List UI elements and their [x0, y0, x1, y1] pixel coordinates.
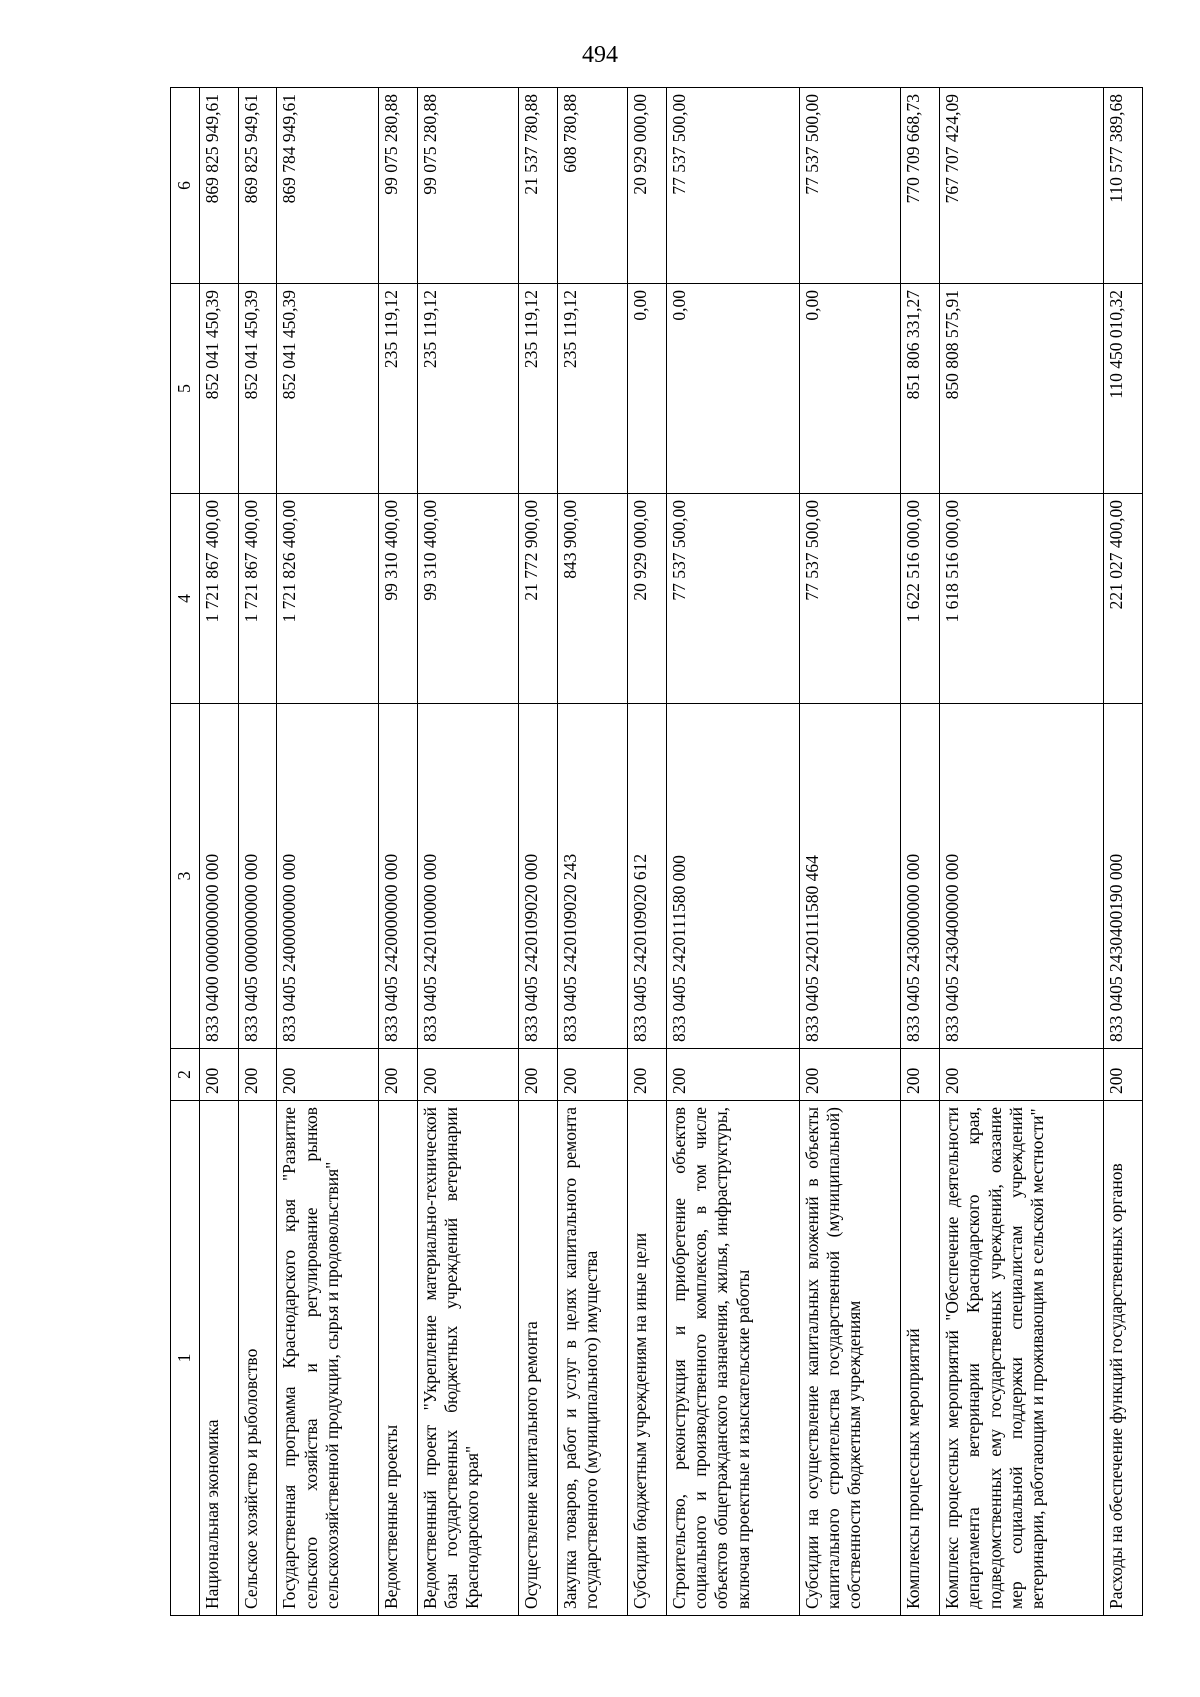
row-manager-cell: 200 — [277, 1049, 379, 1101]
table-row — [417, 88, 519, 1616]
table-row — [799, 88, 901, 1616]
row-code-cell: 833 0405 0000000000 000 — [238, 704, 277, 1049]
row-amount-cell: 1 622 516 000,00 — [901, 494, 940, 704]
row-manager-cell: 200 — [519, 1049, 558, 1101]
row-code-cell: 833 0405 2430000000 000 — [901, 704, 940, 1049]
row-executed-cell: 235 119,12 — [519, 284, 558, 494]
row-manager-cell: 200 — [238, 1049, 277, 1101]
row-amount-cell: 843 900,00 — [557, 494, 627, 704]
header-cell: 2 — [171, 1049, 200, 1101]
row-amount-cell: 221 027 400,00 — [1104, 494, 1143, 704]
row-name-cell: Расходы на обеспечение функций государственных органов — [1104, 1101, 1143, 1616]
row-code-cell: 833 0400 0000000000 000 — [200, 704, 239, 1049]
header-cell: 1 — [171, 1101, 200, 1616]
row-amount-cell: 77 537 500,00 — [666, 494, 799, 704]
table-row — [628, 88, 667, 1616]
row-remainder-cell: 770 709 668,73 — [901, 88, 940, 284]
row-code-cell: 833 0405 2420100000 000 — [417, 704, 519, 1049]
row-remainder-cell: 767 707 424,09 — [939, 88, 1103, 284]
row-code-cell: 833 0405 2400000000 000 — [277, 704, 379, 1049]
row-code-cell: 833 0405 2420111580 464 — [799, 704, 901, 1049]
row-amount-cell: 1 721 826 400,00 — [277, 494, 379, 704]
row-remainder-cell: 77 537 500,00 — [666, 88, 799, 284]
table-row — [238, 88, 277, 1616]
rotated-table-container — [170, 88, 1143, 1616]
row-code-cell: 833 0405 2420109020 612 — [628, 704, 667, 1049]
row-remainder-cell: 608 780,88 — [557, 88, 627, 284]
row-manager-cell: 200 — [901, 1049, 940, 1101]
row-executed-cell: 0,00 — [666, 284, 799, 494]
budget-table — [170, 87, 1143, 1616]
row-executed-cell: 110 450 010,32 — [1104, 284, 1143, 494]
row-amount-cell: 21 772 900,00 — [519, 494, 558, 704]
row-name-cell: Осуществление капитального ремонта — [519, 1101, 558, 1616]
table-row — [519, 88, 558, 1616]
table-row — [1104, 88, 1143, 1616]
row-executed-cell: 235 119,12 — [378, 284, 417, 494]
row-code-cell: 833 0405 2420109020 000 — [519, 704, 558, 1049]
row-name-cell: Сельское хозяйство и рыболовство — [238, 1101, 277, 1616]
table-row — [277, 88, 379, 1616]
row-manager-cell: 200 — [200, 1049, 239, 1101]
row-manager-cell: 200 — [1104, 1049, 1143, 1101]
row-code-cell: 833 0405 2420000000 000 — [378, 704, 417, 1049]
row-executed-cell: 235 119,12 — [417, 284, 519, 494]
row-amount-cell: 1 721 867 400,00 — [200, 494, 239, 704]
row-amount-cell: 77 537 500,00 — [799, 494, 901, 704]
row-executed-cell: 0,00 — [628, 284, 667, 494]
row-code-cell: 833 0405 2430400190 000 — [1104, 704, 1143, 1049]
row-amount-cell: 99 310 400,00 — [378, 494, 417, 704]
row-amount-cell: 1 618 516 000,00 — [939, 494, 1103, 704]
row-remainder-cell: 99 075 280,88 — [378, 88, 417, 284]
row-remainder-cell: 99 075 280,88 — [417, 88, 519, 284]
row-manager-cell: 200 — [799, 1049, 901, 1101]
row-name-cell: Субсидии на осуществление капитальных вложений в объекты капитального строительства государственной (муниципальной) собственности бюджетным учреждениям — [799, 1101, 901, 1616]
row-manager-cell: 200 — [417, 1049, 519, 1101]
row-name-cell: Закупка товаров, работ и услуг в целях капитального ремонта государственного (муниципального) имущества — [557, 1101, 627, 1616]
table-row — [939, 88, 1103, 1616]
table-header-row — [171, 88, 200, 1616]
row-executed-cell: 852 041 450,39 — [238, 284, 277, 494]
row-name-cell: Государственная программа Краснодарского края "Развитие сельского хозяйства и регулирование рынков сельскохозяйственной продукции, сырья и продовольствия" — [277, 1101, 379, 1616]
table-row — [378, 88, 417, 1616]
header-cell: 5 — [171, 284, 200, 494]
row-executed-cell: 0,00 — [799, 284, 901, 494]
row-remainder-cell: 869 825 949,61 — [200, 88, 239, 284]
page-number: 494 — [582, 42, 618, 68]
row-manager-cell: 200 — [628, 1049, 667, 1101]
row-amount-cell: 20 929 000,00 — [628, 494, 667, 704]
row-remainder-cell: 21 537 780,88 — [519, 88, 558, 284]
row-manager-cell: 200 — [378, 1049, 417, 1101]
row-executed-cell: 852 041 450,39 — [200, 284, 239, 494]
row-remainder-cell: 77 537 500,00 — [799, 88, 901, 284]
row-remainder-cell: 869 825 949,61 — [238, 88, 277, 284]
header-cell: 4 — [171, 494, 200, 704]
row-executed-cell: 235 119,12 — [557, 284, 627, 494]
row-amount-cell: 99 310 400,00 — [417, 494, 519, 704]
row-remainder-cell: 20 929 000,00 — [628, 88, 667, 284]
table-row — [200, 88, 239, 1616]
row-manager-cell: 200 — [939, 1049, 1103, 1101]
row-name-cell: Ведомственный проект "Укрепление материально-технической базы государственных бюджетных учреждений ветеринарии Краснодарского края" — [417, 1101, 519, 1616]
header-cell: 6 — [171, 88, 200, 284]
row-amount-cell: 1 721 867 400,00 — [238, 494, 277, 704]
row-name-cell: Комплекс процессных мероприятий "Обеспечение деятельности департамента ветеринарии Краснодарского края, подведомственных ему государственных учреждений, оказание мер социальной поддержки специалистам учреждений ветеринарии, работающим и проживающим в сельской местности" — [939, 1101, 1103, 1616]
row-remainder-cell: 110 577 389,68 — [1104, 88, 1143, 284]
row-executed-cell: 852 041 450,39 — [277, 284, 379, 494]
row-name-cell: Субсидии бюджетным учреждениям на иные цели — [628, 1101, 667, 1616]
row-name-cell: Комплексы процессных мероприятий — [901, 1101, 940, 1616]
row-name-cell: Строительство, реконструкция и приобретение объектов социального и производственного комплексов, в том числе объектов общегражданского назначения, жилья, инфраструктуры, включая проектные и изыскательские работы — [666, 1101, 799, 1616]
row-name-cell: Ведомственные проекты — [378, 1101, 417, 1616]
row-executed-cell: 851 806 331,27 — [901, 284, 940, 494]
table-body — [200, 88, 1143, 1616]
header-cell: 3 — [171, 704, 200, 1049]
row-code-cell: 833 0405 2420111580 000 — [666, 704, 799, 1049]
row-executed-cell: 850 808 575,91 — [939, 284, 1103, 494]
row-remainder-cell: 869 784 949,61 — [277, 88, 379, 284]
row-manager-cell: 200 — [666, 1049, 799, 1101]
row-manager-cell: 200 — [557, 1049, 627, 1101]
row-code-cell: 833 0405 2420109020 243 — [557, 704, 627, 1049]
row-code-cell: 833 0405 2430400000 000 — [939, 704, 1103, 1049]
table-row — [557, 88, 627, 1616]
table-row — [666, 88, 799, 1616]
table-row — [901, 88, 940, 1616]
row-name-cell: Национальная экономика — [200, 1101, 239, 1616]
